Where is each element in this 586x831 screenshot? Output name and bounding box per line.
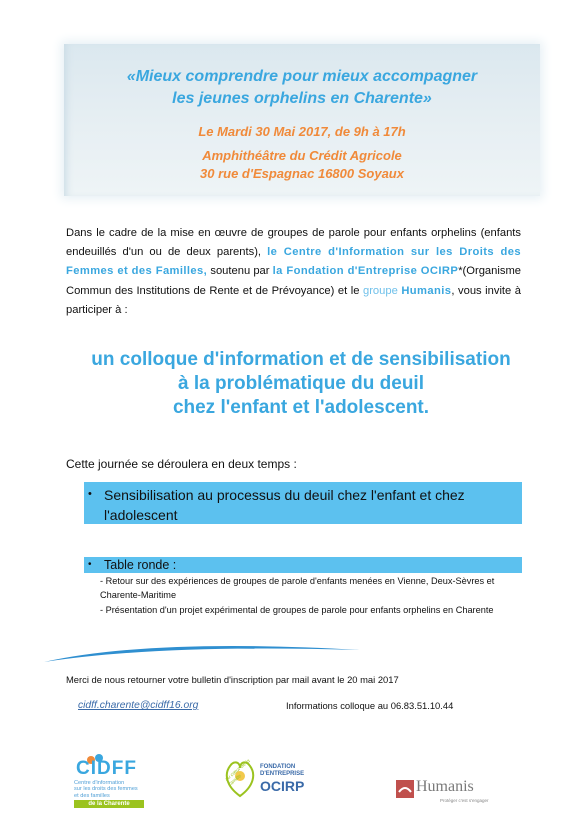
event-address: 30 rue d'Espagnac 16800 Soyaux: [200, 166, 404, 181]
cidff-region-bar: de la Charente: [74, 800, 144, 808]
colloque-title: un colloque d'information et de sensibilisation à la problématique du deuil chez l'enfant et l'adolescent.: [91, 349, 511, 418]
programme-intro: Cette journée se déroulera en deux temps :: [66, 457, 297, 471]
ocirp-tagline: au cœur de la famille: [224, 758, 252, 788]
intro-paragraph: Dans le cadre de la mise en œuvre de groupes de parole pour enfants orphelins (enfants endeuillés d'un ou de deux parents), le Centre d'Information sur les Droits des Femmes et des Familles, soutenu par la Fondation d'Entreprise OCIRP*(Organisme Commun des Institutions de Rente et de Prévoyance) et le groupe Humanis, vous invite à participer à :: [66, 227, 521, 316]
registration-note: Merci de nous retourner votre bulletin d'inscription par mail avant le 20 mai 2017: [66, 674, 399, 685]
programme-item-sensibilisation: [84, 482, 522, 524]
cidff-logo: CIDFF Centre d'information sur les droits des femmes et des familles de la Charente: [70, 752, 148, 808]
ocirp-logo: au cœur de la famille FONDATION D'ENTREPRISE OCIRP: [222, 752, 322, 802]
programme-item-label: Table ronde :: [104, 558, 177, 572]
bullet: •: [88, 488, 92, 500]
programme-item-table-ronde: [84, 557, 522, 573]
contact-email-link[interactable]: cidff.charente@cidff16.org: [78, 700, 199, 711]
humanis-emblem-icon: [396, 780, 414, 798]
humanis-logo: Humanis Protéger c'est s'engager: [396, 778, 506, 808]
programme-item-label: Sensibilisation au processus du deuil chez l'enfant et chez l'adolescent: [104, 487, 465, 523]
info-phone: Informations colloque au 06.83.51.10.44: [286, 700, 454, 711]
humanis-mention: Humanis: [401, 284, 452, 297]
event-date: Le Mardi 30 Mai 2017, de 9h à 17h: [198, 124, 406, 139]
event-title: «Mieux comprendre pour mieux accompagner les jeunes orphelins en Charente»: [126, 68, 478, 107]
bullet: •: [88, 559, 92, 570]
decorative-swoosh: [42, 640, 362, 668]
event-header: [64, 44, 540, 196]
ocirp-mention: la Fondation d'Entreprise OCIRP: [272, 265, 459, 278]
table-ronde-detail-1: - Retour sur des expériences de groupes de parole d'enfants menées en Vienne, Deux-Sèvres et Charente-Maritime: [100, 576, 495, 600]
event-venue: Amphithéâtre du Crédit Agricole: [202, 148, 402, 163]
table-ronde-detail-2: - Présentation d'un projet expérimental de groupes de parole pour enfants orphelins en Charente: [100, 605, 494, 615]
cidff-mention: le Centre d'Information sur les Droits des Femmes et des Familles,: [66, 246, 521, 278]
